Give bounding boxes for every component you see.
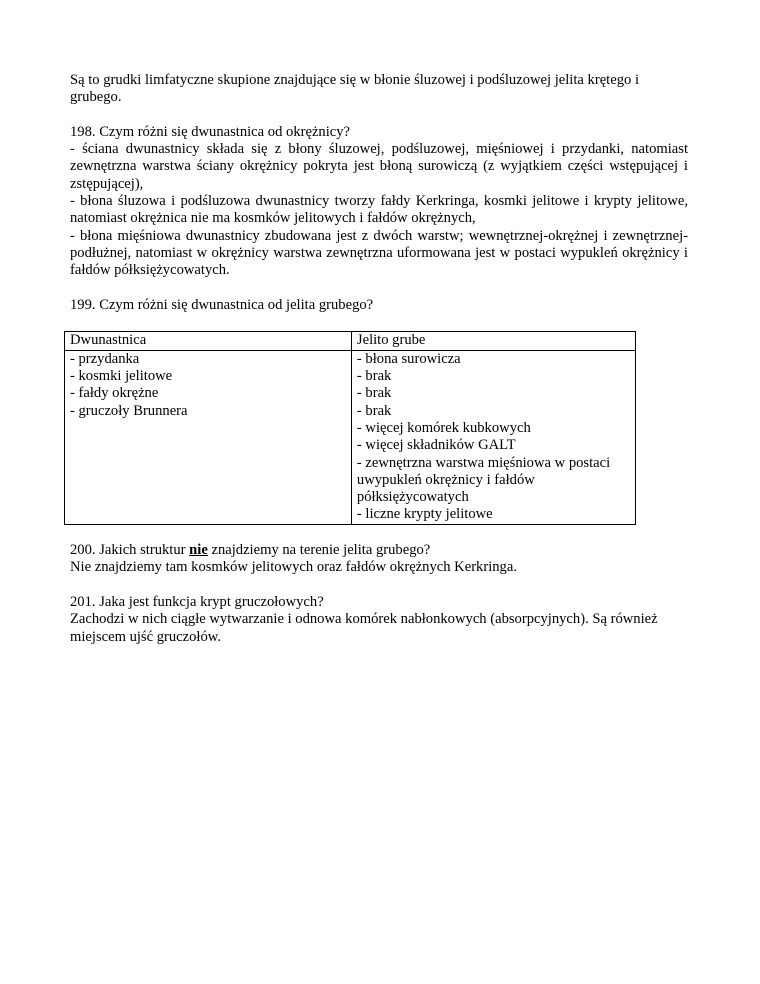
spacer bbox=[70, 314, 688, 331]
question-200-start: 200. Jakich struktur bbox=[70, 542, 190, 559]
list-item: - więcej komórek kubkowych bbox=[356, 419, 531, 436]
question-200-end: znajdziemy na terenie jelita grubego? bbox=[207, 542, 431, 559]
list-item: - brak bbox=[356, 402, 392, 419]
question-200 bbox=[70, 542, 688, 559]
list-item: - przydanka bbox=[70, 350, 140, 367]
document-page bbox=[70, 72, 688, 646]
list-item: - zewnętrzna warstwa mięśniowa w postaci uwypukleń okrężnicy i fałdów półksiężycowatych bbox=[356, 454, 611, 506]
spacer bbox=[70, 525, 688, 542]
list-item: - fałdy okrężne bbox=[70, 385, 159, 402]
list-item: - liczne krypty jelitowe bbox=[356, 506, 493, 523]
answer-198-item: - ściana dwunastnicy składa się z błony śluzowej, podśluzowej, mięśniowej i przydanki, natomiast zewnętrzna warstwa ściany okrężnicy pokryta jest błoną surowiczą (z wyjątkiem części wstępującej i zstępującej), bbox=[70, 141, 688, 192]
answer-198-item: - błona mięśniowa dwunastnicy zbudowana jest z dwóch warstw; wewnętrznej-okrężnej i zewnętrznej-podłużnej, natomiast w okrężnicy warstwa zewnętrzna uformowana jest w postaci wypukleń okrężnicy i fałdów półksiężycowatych. bbox=[70, 227, 688, 279]
question-200-emphasis: nie bbox=[189, 542, 208, 559]
list-item: - kosmki jelitowe bbox=[70, 368, 173, 385]
spacer bbox=[70, 577, 688, 594]
table-row bbox=[65, 350, 636, 524]
list-item: - błona surowicza bbox=[356, 350, 461, 367]
spacer bbox=[70, 280, 688, 297]
table-header-cell: Jelito grube bbox=[351, 332, 635, 350]
comparison-table bbox=[64, 331, 636, 524]
question-198: 198. Czym różni się dwunastnica od okrężnicy? bbox=[70, 123, 351, 140]
list-item: - brak bbox=[356, 385, 392, 402]
table-cell-dwunastnica bbox=[65, 350, 352, 524]
list-item: - brak bbox=[356, 368, 392, 385]
intro-paragraph: Są to grudki limfatyczne skupione znajdujące się w błonie śluzowej i podśluzowej jelita krętego i grubego. bbox=[70, 72, 639, 106]
table-header-row bbox=[65, 332, 636, 350]
answer-198-item: - błona śluzowa i podśluzowa dwunastnicy tworzy fałdy Kerkringa, kosmki jelitowe i krypty jelitowe, natomiast okrężnica nie ma kosmków jelitowych i fałdów okrężnych, bbox=[70, 193, 688, 227]
table-header-cell: Dwunastnica bbox=[65, 332, 352, 350]
answer-200: Nie znajdziemy tam kosmków jelitowych oraz fałdów okrężnych Kerkringa. bbox=[70, 559, 517, 576]
answer-201: Zachodzi w nich ciągłe wytwarzanie i odnowa komórek nabłonkowych (absorpcyjnych). Są również miejscem ujść gruczołów. bbox=[70, 611, 658, 645]
table-cell-jelito-grube bbox=[351, 350, 635, 524]
list-item: - gruczoły Brunnera bbox=[70, 402, 188, 419]
question-201: 201. Jaka jest funkcja krypt gruczołowych? bbox=[70, 593, 324, 610]
spacer bbox=[70, 107, 688, 124]
question-199: 199. Czym różni się dwunastnica od jelita grubego? bbox=[70, 296, 374, 313]
list-item: - więcej składników GALT bbox=[356, 437, 516, 454]
